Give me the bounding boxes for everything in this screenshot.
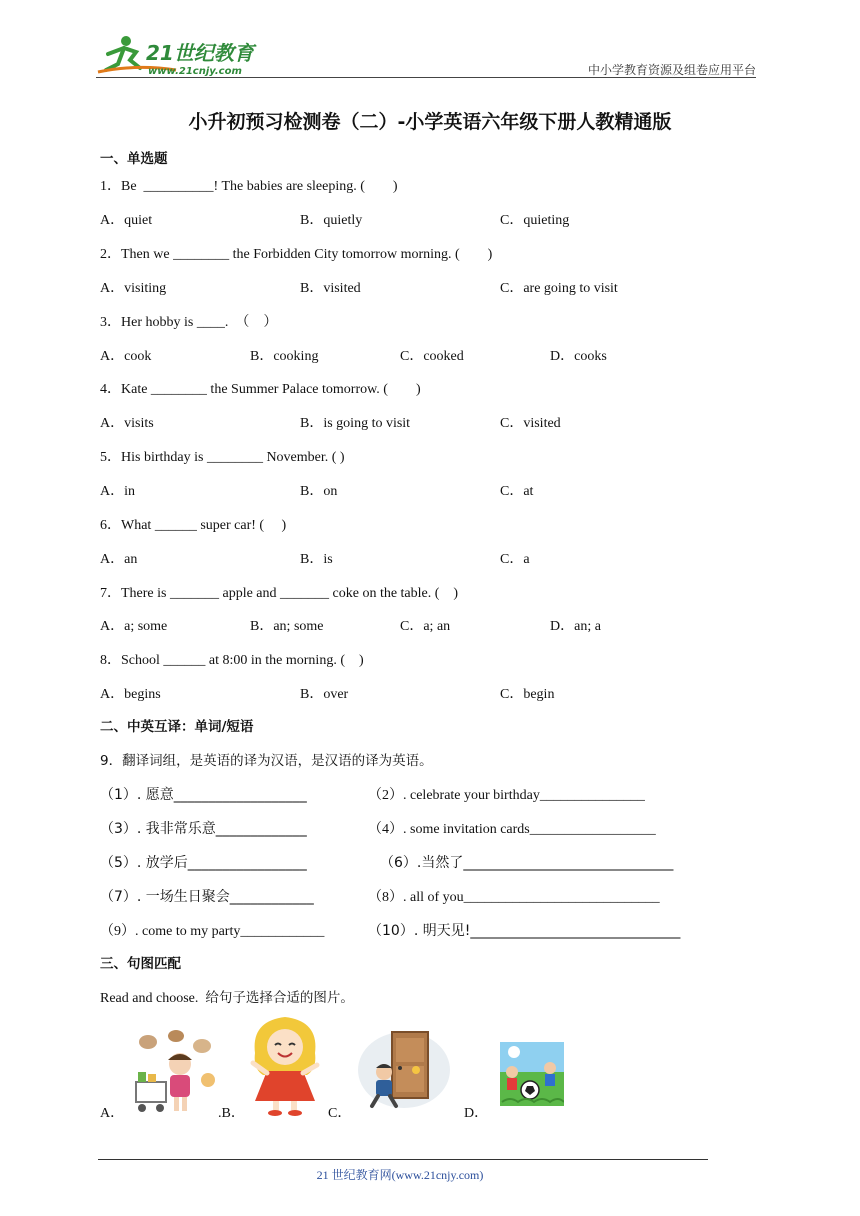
question-stem-7: 7．There is _______ apple and _______ coke on the table. ( ) (100, 586, 459, 601)
header-divider (96, 77, 756, 78)
stem-english: Read and choose. (100, 991, 199, 1006)
option-3c: C．cooked (400, 349, 464, 364)
picture-label-c: C． (328, 1106, 352, 1121)
option-7c: C．a; an (400, 619, 451, 634)
section-heading-3: 三、句图匹配 (100, 956, 181, 972)
picture-d-football (500, 1042, 564, 1111)
option-4b: B．is going to visit (300, 416, 411, 431)
translate-item-6: （6）.当然了______________________________ (380, 855, 674, 871)
translate-item-3: （3）. 我非常乐意_____________ (100, 821, 307, 837)
option-7b: B．an; some (250, 619, 324, 634)
page-title: 小升初预习检测卷（二）-小学英语六年级下册人教精通版 (188, 111, 672, 133)
question-stem-2: 2．Then we ________ the Forbidden City tomorrow morning. ( ) (100, 247, 493, 262)
translate-item-2: （2）. celebrate your birthday_______________ (368, 788, 645, 803)
picture-c-boy-at-door (356, 1024, 452, 1115)
translate-item-7: （7）. 一场生日聚会____________ (100, 889, 314, 905)
option-7d: D．an; a (550, 619, 601, 634)
picture-a-shopping-girl (126, 1030, 222, 1121)
picture-label-b: .B． (218, 1106, 245, 1121)
option-5b: B．on (300, 484, 338, 499)
section-heading-1: 一、单选题 (100, 151, 168, 167)
option-8a: A．begins (100, 687, 161, 702)
question-stem-9: 9．翻译词组，是英语的译为汉语，是汉语的译为英语。 (100, 753, 433, 769)
option-1b: B．quietly (300, 213, 363, 228)
translate-item-8: （8）. all of you____________________________ (368, 890, 660, 905)
option-2a: A．visiting (100, 281, 167, 296)
option-3b: B．cooking (250, 349, 319, 364)
picture-label-d: D． (464, 1106, 489, 1121)
option-4c: C．visited (500, 416, 561, 431)
question-stem-10 (100, 986, 354, 1007)
translate-item-10: （10）. 明天见!______________________________ (368, 923, 681, 939)
option-8c: C．begin (500, 687, 555, 702)
picture-label-a: A． (100, 1106, 125, 1121)
option-7a: A．a; some (100, 619, 168, 634)
section-heading-2: 二、中英互译：单词/短语 (100, 719, 254, 735)
option-2c: C．are going to visit (500, 281, 618, 296)
question-stem-3: 3．Her hobby is ____. （ ） (100, 315, 278, 330)
option-6b: B．is (300, 552, 333, 567)
question-stem-6: 6．What ______ super car! ( ) (100, 518, 287, 533)
translate-item-4: （4）. some invitation cards__________________ (368, 822, 656, 837)
translate-item-9: （9）. come to my party____________ (100, 924, 325, 939)
translate-item-5: （5）. 放学后_________________ (100, 855, 307, 871)
option-1c: C．quieting (500, 213, 570, 228)
question-stem-8: 8．School ______ at 8:00 in the morning. ( ) (100, 653, 364, 668)
option-2b: B．visited (300, 281, 361, 296)
site-name: 中小学教育资源及组卷应用平台 (587, 63, 756, 77)
site-logo (96, 34, 266, 78)
option-6c: C．a (500, 552, 530, 567)
stem-chinese: 给句子选择合适的图片。 (205, 990, 354, 1006)
option-6a: A．an (100, 552, 138, 567)
option-3d: D．cooks (550, 349, 607, 364)
page-header (96, 34, 756, 78)
option-4a: A．visits (100, 416, 154, 431)
translate-item-1: （1）. 愿意___________________ (100, 787, 307, 803)
question-stem-1: 1．Be __________! The babies are sleeping. ( ) (100, 179, 398, 194)
question-stem-4: 4．Kate ________ the Summer Palace tomorrow. ( ) (100, 382, 421, 397)
option-3a: A．cook (100, 349, 152, 364)
question-stem-5: 5．His birthday is ________ November. ( ) (100, 450, 345, 465)
footer-divider (98, 1159, 708, 1160)
option-5c: C．at (500, 484, 534, 499)
logo-text: 21世纪教育 (146, 41, 254, 65)
page-footer: 21 世纪教育网(www.21cnjy.com) (316, 1168, 484, 1182)
option-1a: A．quiet (100, 213, 153, 228)
logo-url: www.21cnjy.com (148, 66, 242, 77)
option-8b: B．over (300, 687, 349, 702)
option-5a: A．in (100, 484, 135, 499)
picture-b-happy-girl (245, 1013, 325, 1122)
